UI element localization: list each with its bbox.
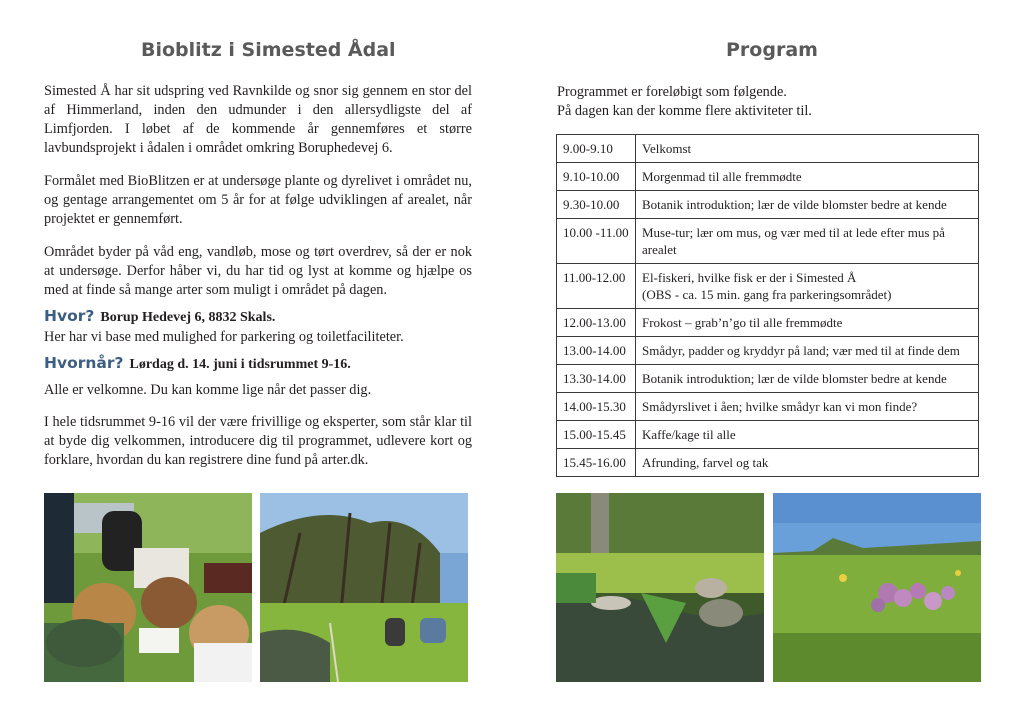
- program-table: [556, 134, 979, 477]
- volunteers-paragraph: I hele tidsrummet 9-16 vil der være frivillige og eksperter, som står klar til at byde dig velkommen, introducere dig til programmet, udlevere kort og forklare, hvordan du kan registrere dine fund på arter.dk.: [44, 414, 472, 468]
- when-heading: [44, 354, 472, 373]
- people-studying-plants-photo: [44, 493, 252, 682]
- program-time: 15.00-15.45: [557, 421, 636, 449]
- program-activity-cell: [636, 191, 979, 219]
- when-label: Hvornår?: [44, 354, 124, 372]
- program-intro: [557, 83, 987, 121]
- program-intro-line-2: På dagen kan der komme flere aktiviteter til.: [557, 103, 812, 119]
- program-activity: Afrunding, farvel og tak: [642, 455, 769, 470]
- program-intro-line-1: Programmet er foreløbigt som følgende.: [557, 84, 787, 100]
- program-activity: Frokost – grab’n’go til alle fremmødte: [642, 315, 843, 330]
- left-text-column: [44, 82, 472, 470]
- program-time: 9.10-10.00: [557, 163, 636, 191]
- program-activity-cell: [636, 449, 979, 477]
- area-paragraph: Området byder på våd eng, vandløb, mose og tørt overdrev, så der er nok at undersøge. Derfor håber vi, du har tid og lyst at komme og hjælpe os med at finde så mange arter som muligt i området på dagen.: [44, 244, 472, 298]
- program-activity-cell: [636, 421, 979, 449]
- program-row: [557, 365, 979, 393]
- program-activity-cell: [636, 337, 979, 365]
- program-row: [557, 219, 979, 264]
- where-label: Hvor?: [44, 307, 95, 325]
- program-activity: Botanik introduktion; lær de vilde blomster bedre at kende: [642, 197, 947, 212]
- program-row: [557, 163, 979, 191]
- program-activity: Morgenmad til alle fremmødte: [642, 169, 802, 184]
- purpose-paragraph: Formålet med BioBlitzen er at undersøge plante og dyrelivet i området nu, og gentage arrangementet om 5 år for at følge udviklingen af arealet, når projektet er gennemført.: [44, 173, 472, 227]
- program-activity: Smådyrslivet i åen; hvilke smådyr kan vi mon finde?: [642, 399, 918, 414]
- program-activity-cell: [636, 163, 979, 191]
- program-activity: Kaffe/kage til alle: [642, 427, 736, 442]
- program-row: [557, 449, 979, 477]
- welcome-text: Alle er velkomne. Du kan komme lige når det passer dig.: [44, 382, 372, 398]
- program-time: 9.00-9.10: [557, 135, 636, 163]
- stream-with-stones-photo: [556, 493, 764, 682]
- program-activity-cell: [636, 393, 979, 421]
- program-activity: Velkomst: [642, 141, 692, 156]
- program-activity-cell: [636, 264, 979, 309]
- right-page-title: Program: [726, 39, 818, 61]
- intro-paragraph: Simested Å har sit udspring ved Ravnkilde og snor sig gennem en stor del af Himmerland, inden den udmunder i den allersydligste del af Limfjorden. I løbet af de kommende år gennemføres et større lavbundsprojekt i ådalen i området omkring Boruphedevej 6.: [44, 83, 472, 156]
- program-time: 11.00-12.00: [557, 264, 636, 309]
- program-activity-cell: [636, 135, 979, 163]
- program-time: 14.00-15.30: [557, 393, 636, 421]
- program-time: 9.30-10.00: [557, 191, 636, 219]
- program-activity: Botanik introduktion; lær de vilde blomster bedre at kende: [642, 371, 947, 386]
- program-activity-cell: [636, 219, 979, 264]
- program-time: 15.45-16.00: [557, 449, 636, 477]
- where-text: Her har vi base med mulighed for parkering og toiletfaciliteter.: [44, 329, 404, 345]
- program-activity-note: (OBS - ca. 15 min. gang fra parkeringsområdet): [642, 287, 892, 302]
- program-row: [557, 264, 979, 309]
- program-activity: Smådyr, padder og kryddyr på land; vær med til at finde dem: [642, 343, 960, 358]
- program-row: [557, 337, 979, 365]
- program-row: [557, 393, 979, 421]
- program-row: [557, 421, 979, 449]
- program-row: [557, 191, 979, 219]
- when-date: Lørdag d. 14. juni i tidsrummet 9-16.: [129, 357, 351, 372]
- program-activity-cell: [636, 365, 979, 393]
- left-page-title: Bioblitz i Simested Ådal: [141, 39, 396, 61]
- where-address: Borup Hedevej 6, 8832 Skals.: [100, 310, 276, 325]
- program-row: [557, 309, 979, 337]
- program-row: [557, 135, 979, 163]
- program-time: 10.00 -11.00: [557, 219, 636, 264]
- pink-flowers-meadow-photo: [773, 493, 981, 682]
- program-time: 13.00-14.00: [557, 337, 636, 365]
- program-time: 13.30-14.00: [557, 365, 636, 393]
- people-by-stream-photo: [260, 493, 468, 682]
- program-activity: Muse-tur; lær om mus, og vær med til at lede efter mus på arealet: [642, 225, 945, 257]
- where-heading: [44, 307, 472, 326]
- program-activity-cell: [636, 309, 979, 337]
- program-time: 12.00-13.00: [557, 309, 636, 337]
- program-activity: El-fiskeri, hvilke fisk er der i Simested Å: [642, 270, 857, 285]
